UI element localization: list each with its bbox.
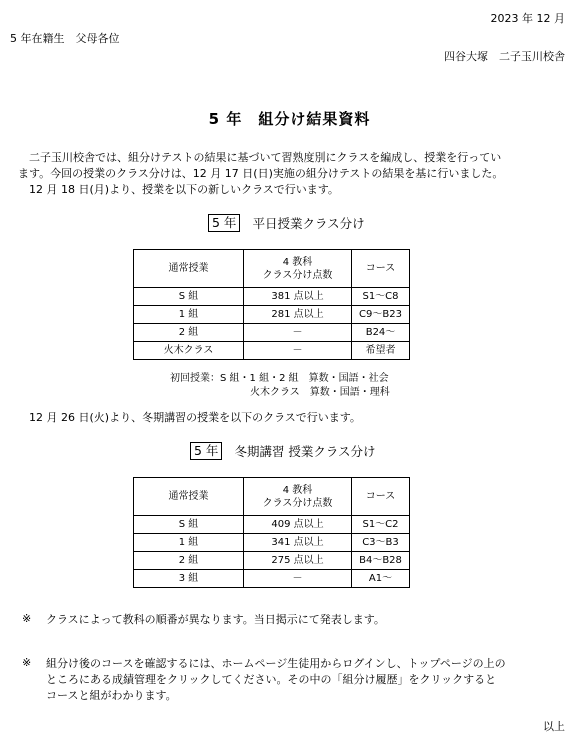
class-cell: 1 組 bbox=[134, 306, 244, 324]
course-cell: B24～ bbox=[352, 324, 410, 342]
note1-text: クラスによって教科の順番が異なります。当日掲示にて発表します。 bbox=[46, 613, 385, 626]
score-cell: － bbox=[244, 342, 352, 360]
table-header-row bbox=[134, 478, 410, 516]
table-header-row bbox=[134, 250, 410, 288]
table-row bbox=[134, 342, 410, 360]
table-row bbox=[134, 306, 410, 324]
class-cell: 1 組 bbox=[134, 534, 244, 552]
section2-table bbox=[133, 477, 410, 588]
section1-title bbox=[208, 214, 365, 232]
header-regular-class: 通常授業 bbox=[134, 250, 244, 288]
section1-grade-box: 5 年 bbox=[208, 214, 240, 232]
score-cell: 341 点以上 bbox=[244, 534, 352, 552]
class-cell: 3 組 bbox=[134, 570, 244, 588]
intro-line-2: ます。今回の授業のクラス分けは、12 月 17 日(日)実施の組分けテストの結果を基に行いました。 bbox=[18, 167, 504, 180]
closing: 以上 bbox=[543, 720, 565, 733]
course-cell: B4～B28 bbox=[352, 552, 410, 570]
first-class-note: 初回授業：S 組・1 組・2 組 算数・国語・社会 bbox=[170, 373, 389, 384]
winter-intro: 12 月 26 日(火)より、冬期講習の授業を以下のクラスで行います。 bbox=[18, 411, 361, 424]
section1-table bbox=[133, 249, 410, 360]
score-cell: － bbox=[244, 324, 352, 342]
table-row bbox=[134, 534, 410, 552]
intro-line-3: 12 月 18 日(月)より、授業を以下の新しいクラスで行います。 bbox=[18, 183, 339, 196]
section2-title bbox=[190, 442, 376, 460]
note2-line-3: コースと組がわかります。 bbox=[46, 689, 177, 702]
header-course: コース bbox=[352, 250, 410, 288]
header-score bbox=[244, 250, 352, 288]
course-cell: S1～C8 bbox=[352, 288, 410, 306]
note2-mark: ※ bbox=[22, 656, 32, 669]
header-score-line1: 4 教科 bbox=[282, 484, 313, 496]
section2-grade-box: 5 年 bbox=[190, 442, 222, 460]
class-cell: S 組 bbox=[134, 516, 244, 534]
course-cell: A1～ bbox=[352, 570, 410, 588]
table-row bbox=[134, 570, 410, 588]
course-cell: 希望者 bbox=[352, 342, 410, 360]
score-cell: 275 点以上 bbox=[244, 552, 352, 570]
note1-mark: ※ bbox=[22, 612, 32, 625]
note2-line-2: ところにある成績管理をクリックしてください。その中の「組分け履歴」をクリックすると bbox=[46, 673, 497, 686]
header-regular-class: 通常授業 bbox=[134, 478, 244, 516]
score-cell: 281 点以上 bbox=[244, 306, 352, 324]
sender: 四谷大塚 二子玉川校舎 bbox=[444, 50, 565, 63]
course-cell: S1～C2 bbox=[352, 516, 410, 534]
header-score-line2: クラス分け点数 bbox=[262, 497, 333, 509]
score-cell: 381 点以上 bbox=[244, 288, 352, 306]
recipient: 5 年在籍生 父母各位 bbox=[10, 32, 120, 45]
course-cell: C9～B23 bbox=[352, 306, 410, 324]
first-class-note-2: 火木クラス 算数・国語・理科 bbox=[250, 387, 390, 398]
table-row bbox=[134, 552, 410, 570]
score-cell: － bbox=[244, 570, 352, 588]
header-score bbox=[244, 478, 352, 516]
score-cell: 409 点以上 bbox=[244, 516, 352, 534]
section2-title-text: 冬期講習 授業クラス分け bbox=[234, 444, 376, 459]
class-cell: 2 組 bbox=[134, 324, 244, 342]
document-date: 2023 年 12 月 bbox=[490, 12, 565, 25]
intro-line-1: 二子玉川校舎では、組分けテストの結果に基づいて習熟度別にクラスを編成し、授業を行ってい bbox=[18, 151, 502, 164]
class-cell: 2 組 bbox=[134, 552, 244, 570]
section1-title-text: 平日授業クラス分け bbox=[252, 216, 365, 231]
table-row bbox=[134, 324, 410, 342]
header-course: コース bbox=[352, 478, 410, 516]
header-score-line1: 4 教科 bbox=[282, 256, 313, 268]
header-score-line2: クラス分け点数 bbox=[262, 269, 333, 281]
page-title: 5 年 組分け結果資料 bbox=[208, 110, 371, 128]
class-cell: S 組 bbox=[134, 288, 244, 306]
table-row bbox=[134, 516, 410, 534]
note2-line-1: 組分け後のコースを確認するには、ホームページ生徒用からログインし、トップページの上の bbox=[46, 657, 506, 670]
course-cell: C3～B3 bbox=[352, 534, 410, 552]
table-row bbox=[134, 288, 410, 306]
class-cell: 火木クラス bbox=[134, 342, 244, 360]
